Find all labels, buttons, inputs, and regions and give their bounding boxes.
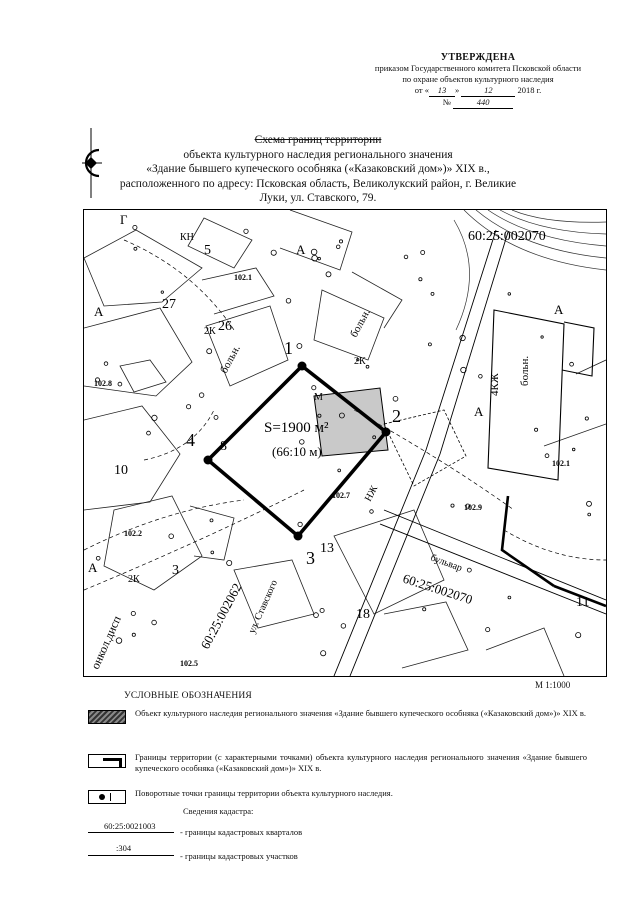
survey-point-icon: [211, 551, 214, 554]
survey-point-icon: [321, 651, 326, 656]
survey-point-icon: [320, 608, 324, 612]
map-label: больн.: [218, 343, 243, 376]
map-label: 2К: [128, 574, 140, 585]
map-label: А: [88, 560, 98, 575]
map-scale: М 1:1000: [535, 680, 571, 690]
survey-point-icon: [419, 278, 422, 281]
survey-point-icon: [570, 362, 574, 366]
map-label: А: [94, 304, 104, 319]
block-code: 60:25:0021003: [104, 821, 156, 831]
number-value: 440: [453, 97, 513, 109]
survey-point-icon: [286, 299, 291, 304]
survey-point-icon: [326, 272, 331, 277]
boundary-line-icon: [88, 754, 126, 768]
hatched-object-icon: [88, 710, 126, 724]
map-label: больн.: [348, 307, 373, 340]
turning-point-label: 4: [186, 430, 195, 450]
survey-point-icon: [545, 454, 549, 458]
approval-title: УТВЕРЖДЕНА: [440, 52, 516, 63]
map-label: 2К: [204, 326, 216, 337]
number-prefix: №: [442, 97, 451, 107]
turning-point-label: 1: [284, 338, 293, 358]
document-heading: [108, 133, 528, 206]
survey-point-icon: [366, 365, 369, 368]
survey-point-icon: [132, 633, 135, 636]
survey-point-icon: [298, 522, 302, 526]
map-label: онкол.дисп: [87, 613, 124, 672]
survey-point-icon: [207, 349, 212, 354]
survey-point-icon: [210, 519, 213, 522]
survey-point-icon: [152, 415, 157, 420]
survey-point-icon: [152, 620, 157, 625]
heading-line-5: Луки, ул. Ставского, 79.: [259, 192, 377, 204]
date-month: 12: [461, 85, 515, 97]
map-label: НЖ: [362, 483, 381, 504]
survey-point-icon: [336, 245, 340, 249]
survey-point-icon: [587, 501, 592, 506]
survey-point-icon: [341, 624, 346, 629]
survey-point-icon: [116, 638, 122, 644]
survey-point-icon: [169, 534, 174, 539]
survey-point-icon: [147, 431, 151, 435]
street-label: ул. Ставского: [246, 578, 281, 636]
survey-point-icon: [199, 393, 204, 398]
parcel-number: 18: [356, 607, 370, 622]
survey-point-icon: [423, 608, 426, 611]
parcel-number: 11: [576, 595, 590, 610]
legend-title: УСЛОВНЫЕ ОБОЗНАЧЕНИЯ: [124, 691, 252, 701]
map-label: Г: [120, 212, 128, 227]
turning-point-label: 2: [392, 406, 401, 426]
survey-point-icon: [451, 504, 454, 507]
survey-point-icon: [479, 375, 483, 379]
map-label: М: [314, 392, 323, 403]
heading-title: Схема границ территории: [254, 134, 382, 146]
legend-points-text: Поворотные точки границы территории объекта культурного наследия.: [135, 788, 393, 798]
legend-boundary-row: [88, 752, 588, 780]
height-mark: 102.7: [332, 491, 350, 500]
block-boundary-text: - границы кадастровых кварталов: [180, 827, 303, 837]
survey-point-icon: [508, 596, 511, 599]
map-label: 4КЖ: [489, 373, 501, 396]
survey-point-icon: [404, 255, 408, 259]
parcel-number: 3: [172, 563, 179, 578]
survey-point-icon: [312, 386, 316, 390]
approval-number: [352, 97, 604, 109]
survey-point-icon: [467, 568, 471, 572]
parcel-code: :304: [116, 843, 132, 853]
parcel-number: 5: [204, 243, 211, 258]
turning-point-label: 3: [306, 548, 315, 568]
survey-point-icon: [338, 469, 341, 472]
height-mark: 102.2: [124, 529, 142, 538]
parcel-boundary-text: - границы кадастровых участков: [180, 851, 298, 861]
block-boundary-line-icon: [88, 832, 174, 833]
survey-point-icon: [428, 343, 431, 346]
parcel-boundary-line-icon: [88, 855, 174, 856]
survey-point-icon: [370, 510, 374, 514]
map-label: А: [474, 404, 484, 419]
boundary-map: [83, 209, 607, 677]
legend-object-row: [88, 708, 588, 736]
parcel-number: 26: [218, 319, 232, 334]
approval-date: от « 13 » 12 2018 г.: [414, 85, 542, 95]
survey-point-icon: [133, 225, 137, 229]
height-mark: 102.8: [94, 379, 112, 388]
survey-point-icon: [576, 633, 581, 638]
approval-line-2: по охране объектов культурного наследия: [402, 74, 554, 84]
turning-point-icon: [88, 790, 126, 804]
survey-point-icon: [535, 428, 538, 431]
approval-line-1: приказом Государственного комитета Псковской области: [374, 63, 582, 73]
survey-point-icon: [393, 396, 398, 401]
survey-point-icon: [214, 415, 218, 419]
survey-point-icon: [508, 293, 511, 296]
survey-point-icon: [585, 417, 588, 420]
parcel-number: 8: [220, 439, 227, 454]
legend-boundary-text: Границы территории (с характерными точками) объекта культурного наследия регионального значения «Здание бывшего купеческого особняка («Казаковский дом»)» XIX в.: [135, 752, 587, 773]
survey-point-icon: [187, 405, 191, 409]
legend-points-row: [88, 788, 588, 804]
survey-point-icon: [161, 291, 163, 293]
cadastral-block-label: 60:25:002070: [401, 570, 475, 608]
parcel-number: 10: [114, 463, 128, 478]
height-mark: 102.1: [552, 459, 570, 468]
survey-point-icon: [134, 247, 137, 250]
height-mark: 102.9: [464, 503, 482, 512]
date-prefix: от: [414, 85, 423, 95]
survey-point-icon: [572, 448, 575, 451]
survey-point-icon: [131, 611, 135, 615]
survey-point-icon: [339, 240, 342, 243]
map-label: А: [554, 302, 564, 317]
survey-point-icon: [104, 362, 108, 366]
survey-point-icon: [297, 344, 302, 349]
survey-point-icon: [312, 255, 318, 261]
survey-point-icon: [271, 250, 276, 255]
map-label: А: [296, 242, 306, 257]
date-day: 13: [429, 85, 455, 97]
survey-point-icon: [486, 628, 490, 632]
cadastral-block-label: 60:25:002062: [197, 580, 245, 652]
map-label: КН: [180, 232, 194, 243]
cadastre-title: Сведения кадастра:: [183, 806, 254, 816]
area-sub-label: (66:10 м): [272, 444, 322, 459]
survey-point-icon: [431, 292, 434, 295]
heading-line-3: «Здание бывшего купеческого особняка («Казаковский дом»)» XIX в.,: [146, 163, 490, 175]
cadastral-block-label: 60:25:002070: [468, 229, 546, 244]
date-year: 2018 г.: [517, 85, 542, 95]
area-label: S=1900 м²: [264, 420, 329, 436]
parcel-number: 13: [320, 541, 334, 556]
survey-point-icon: [244, 229, 248, 233]
survey-point-icon: [588, 513, 591, 516]
survey-point-icon: [541, 336, 543, 338]
survey-point-icon: [314, 613, 319, 618]
heading-line-4: расположенного по адресу: Псковская область, Великолукский район, г. Великие: [119, 177, 517, 190]
height-mark: 102.1: [234, 273, 252, 282]
survey-point-icon: [311, 249, 317, 255]
survey-point-icon: [118, 382, 122, 386]
height-mark: 102.5: [180, 659, 198, 668]
survey-point-icon: [318, 257, 321, 260]
map-label: больн.: [519, 355, 531, 386]
map-label: 2К: [354, 356, 366, 367]
survey-point-icon: [421, 251, 425, 255]
legend-object-text: Объект культурного наследия регионального значения «Здание бывшего купеческого особняка («Казаковский дом»)» XIX в.: [135, 708, 586, 718]
survey-point-icon: [227, 560, 232, 565]
approval-block: [352, 52, 604, 109]
heading-line-2: объекта культурного наследия регионального значения: [183, 148, 453, 161]
street-label: бульвар: [428, 552, 464, 575]
parcel-number: 27: [162, 297, 176, 312]
